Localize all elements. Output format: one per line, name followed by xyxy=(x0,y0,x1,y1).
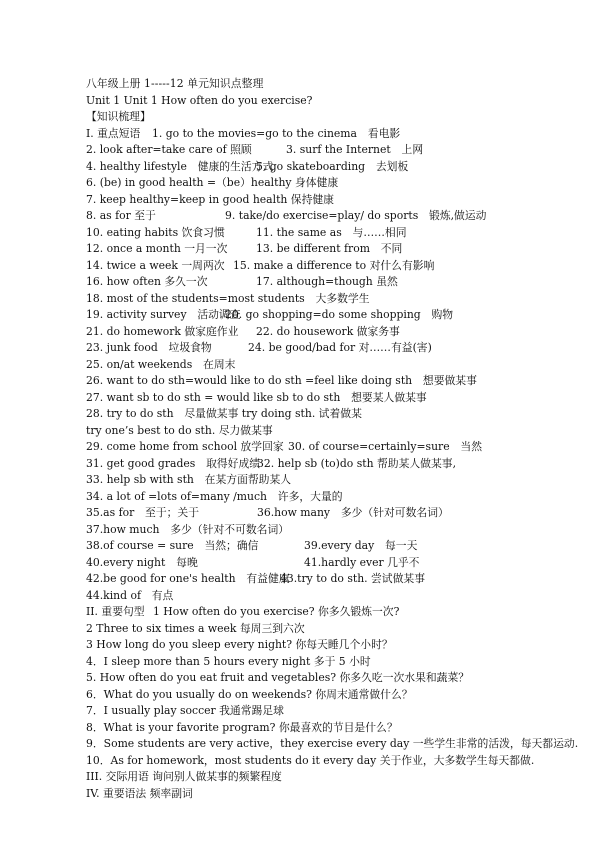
phrase-item: 11. the same as 与……相同 xyxy=(256,225,407,239)
document-page xyxy=(86,76,586,802)
phrase-row xyxy=(86,555,586,572)
phrase-row xyxy=(86,406,586,423)
phrase-row xyxy=(86,208,586,225)
section-heading-phrases: I. 重点短语 xyxy=(86,126,141,140)
phrase-item: 16. how often 多久一次 xyxy=(86,275,208,288)
phrase-item: 37.how much 多少（针对不可数名词） xyxy=(86,522,290,536)
phrase-item: 32. help sb (to)do sth 帮助某人做某事, xyxy=(257,456,457,470)
sentence-item: 8．What is your favorite program? 你最喜欢的节目是什么？ xyxy=(86,720,398,734)
phrase-item: 31. get good grades 取得好成绩 xyxy=(86,456,261,470)
sentence-row xyxy=(86,621,586,638)
phrase-item: 15. make a difference to 对什么有影响 xyxy=(233,258,435,272)
section-heading-sentences: II. 重要句型 xyxy=(86,605,145,618)
phrase-row xyxy=(86,571,586,588)
phrase-item: 30. of course=certainly=sure 当然 xyxy=(288,440,482,453)
sentence-row xyxy=(86,720,586,737)
phrase-row xyxy=(86,423,586,440)
phrase-item: 2. look after=take care of 照顾 xyxy=(86,143,252,156)
sentence-item: 1 How often do you exercise? 你多久锻炼一次? xyxy=(153,605,400,618)
sentence-row xyxy=(86,604,586,621)
phrase-item: 25. on/at weekends 在周末 xyxy=(86,357,236,371)
sentence-row xyxy=(86,736,586,753)
sentence-item: 4．I sleep more than 5 hours every night 多于 5 小时 xyxy=(86,654,371,668)
phrase-row xyxy=(86,324,586,341)
phrase-item: 3. surf the Internet 上网 xyxy=(286,143,424,156)
phrase-row xyxy=(86,472,586,489)
phrase-item: 21. do homework 做家庭作业 xyxy=(86,324,239,338)
phrase-item: 28. try to do sth 尽量做某事 try doing sth. 试着做某 xyxy=(86,407,362,420)
phrase-item: 26. want to do sth=would like to do sth =feel like doing sth 想要做某事 xyxy=(86,374,477,387)
phrase-row xyxy=(86,373,586,390)
section-row xyxy=(86,786,586,803)
sentence-item: 5. How often do you eat fruit and vegetables? 你多久吃一次水果和蔬菜？ xyxy=(86,671,470,684)
phrase-item: 19. activity survey 活动调查 xyxy=(86,308,241,321)
phrase-row xyxy=(86,390,586,407)
phrase-item: 39.every day 每一天 xyxy=(304,539,418,552)
phrase-row xyxy=(86,340,586,357)
phrase-item: 44.kind of 有点 xyxy=(86,588,174,602)
phrase-item: 6. (be) in good health =（be）healthy 身体健康 xyxy=(86,176,339,189)
phrase-row xyxy=(86,175,586,192)
sentence-row xyxy=(86,637,586,654)
phrase-item: 29. come home from school 放学回家 xyxy=(86,440,284,453)
phrase-row xyxy=(86,291,586,308)
phrase-item: 8. as for 至于 xyxy=(86,209,156,222)
phrase-row xyxy=(86,307,586,324)
phrase-item: 40.every night 每晚 xyxy=(86,555,198,569)
phrase-row xyxy=(86,456,586,473)
phrase-item: 24. be good/bad for 对……有益(害) xyxy=(248,341,432,354)
sentence-item: 6．What do you usually do on weekends? 你周末通常做什么？ xyxy=(86,687,413,701)
phrase-item: 12. once a month 一月一次 xyxy=(86,242,228,255)
phrase-row xyxy=(86,241,586,258)
phrase-item: try one’s best to do sth. 尽力做某事 xyxy=(86,423,273,437)
phrase-row xyxy=(86,357,586,374)
phrase-item: 4. healthy lifestyle 健康的生活方式 xyxy=(86,159,274,173)
sentence-row xyxy=(86,753,586,770)
sentence-row xyxy=(86,703,586,720)
sentence-row xyxy=(86,670,586,687)
phrase-item: 33. help sb with sth 在某方面帮助某人 xyxy=(86,473,292,486)
phrase-item: 7. keep healthy=keep in good health 保持健康 xyxy=(86,192,334,206)
phrase-item: 9. take/do exercise=play/ do sports 锻炼,做运动 xyxy=(225,209,487,222)
phrase-row xyxy=(86,489,586,506)
sentence-item: 9．Some students are very active，they exercise every day 一些学生非常的活泼，每天都运动. xyxy=(86,737,579,750)
phrase-item: 14. twice a week 一周两次 xyxy=(86,258,225,272)
phrase-item: 36.how many 多少（针对可数名词） xyxy=(257,506,449,519)
phrase-item: 34. a lot of =lots of=many /much 许多，大量的 xyxy=(86,489,343,503)
phrase-item: 42.be good for one's health 有益健康 xyxy=(86,572,290,585)
phrase-row xyxy=(86,258,586,275)
phrase-item: 1. go to the movies=go to the cinema 看电影 xyxy=(152,126,401,140)
phrase-item: 18. most of the students=most students 大多数学生 xyxy=(86,291,370,305)
phrase-row xyxy=(86,588,586,605)
phrase-item: 20. go shopping=do some shopping 购物 xyxy=(225,308,454,321)
sentence-item: 3 How long do you sleep every night? 你每天睡几个小时？ xyxy=(86,638,393,651)
phrase-item: 38.of course = sure 当然；确信 xyxy=(86,539,259,552)
phrase-item: 17. although=though 虽然 xyxy=(256,275,398,288)
phrase-item: 35.as for 至于；关于 xyxy=(86,506,200,519)
phrase-item: 5. go skateboarding 去划板 xyxy=(256,159,409,173)
section-row xyxy=(86,769,586,786)
phrase-item: 13. be different from 不同 xyxy=(256,242,403,255)
section-heading-grammar: IV. 重要语法 频率副词 xyxy=(86,786,193,800)
document-title: 八年级上册 1-----12 单元知识点整理 xyxy=(86,77,264,90)
phrase-row xyxy=(86,274,586,291)
phrase-item: 43.try to do sth. 尝试做某事 xyxy=(280,572,425,585)
section-header: 【知识梳理】 xyxy=(86,110,151,123)
unit-title: Unit 1 Unit 1 How often do you exercise? xyxy=(86,93,313,107)
phrase-item: 27. want sb to do sth = would like sb to do sth 想要某人做某事 xyxy=(86,390,427,404)
phrase-item: 23. junk food 垃圾食物 xyxy=(86,341,212,354)
sentence-item: 2 Three to six times a week 每周三到六次 xyxy=(86,621,305,635)
phrase-row xyxy=(86,126,586,143)
phrase-row xyxy=(86,159,586,176)
phrase-row xyxy=(86,225,586,242)
phrase-item: 41.hardly ever 几乎不 xyxy=(304,555,420,569)
sentence-item: 7．I usually play soccer 我通常踢足球 xyxy=(86,704,284,717)
phrase-row xyxy=(86,522,586,539)
phrase-row xyxy=(86,142,586,159)
phrase-row xyxy=(86,505,586,522)
sentence-item: 10．As for homework，most students do it every day 关于作业，大多数学生每天都做. xyxy=(86,753,535,767)
phrase-row xyxy=(86,439,586,456)
phrase-row xyxy=(86,192,586,209)
section-heading-dialogue: III. 交际用语 询问别人做某事的频繁程度 xyxy=(86,770,282,783)
phrase-item: 10. eating habits 饮食习惯 xyxy=(86,225,225,239)
sentence-row xyxy=(86,687,586,704)
phrase-item: 22. do housework 做家务事 xyxy=(256,324,400,338)
sentence-row xyxy=(86,654,586,671)
phrase-row xyxy=(86,538,586,555)
